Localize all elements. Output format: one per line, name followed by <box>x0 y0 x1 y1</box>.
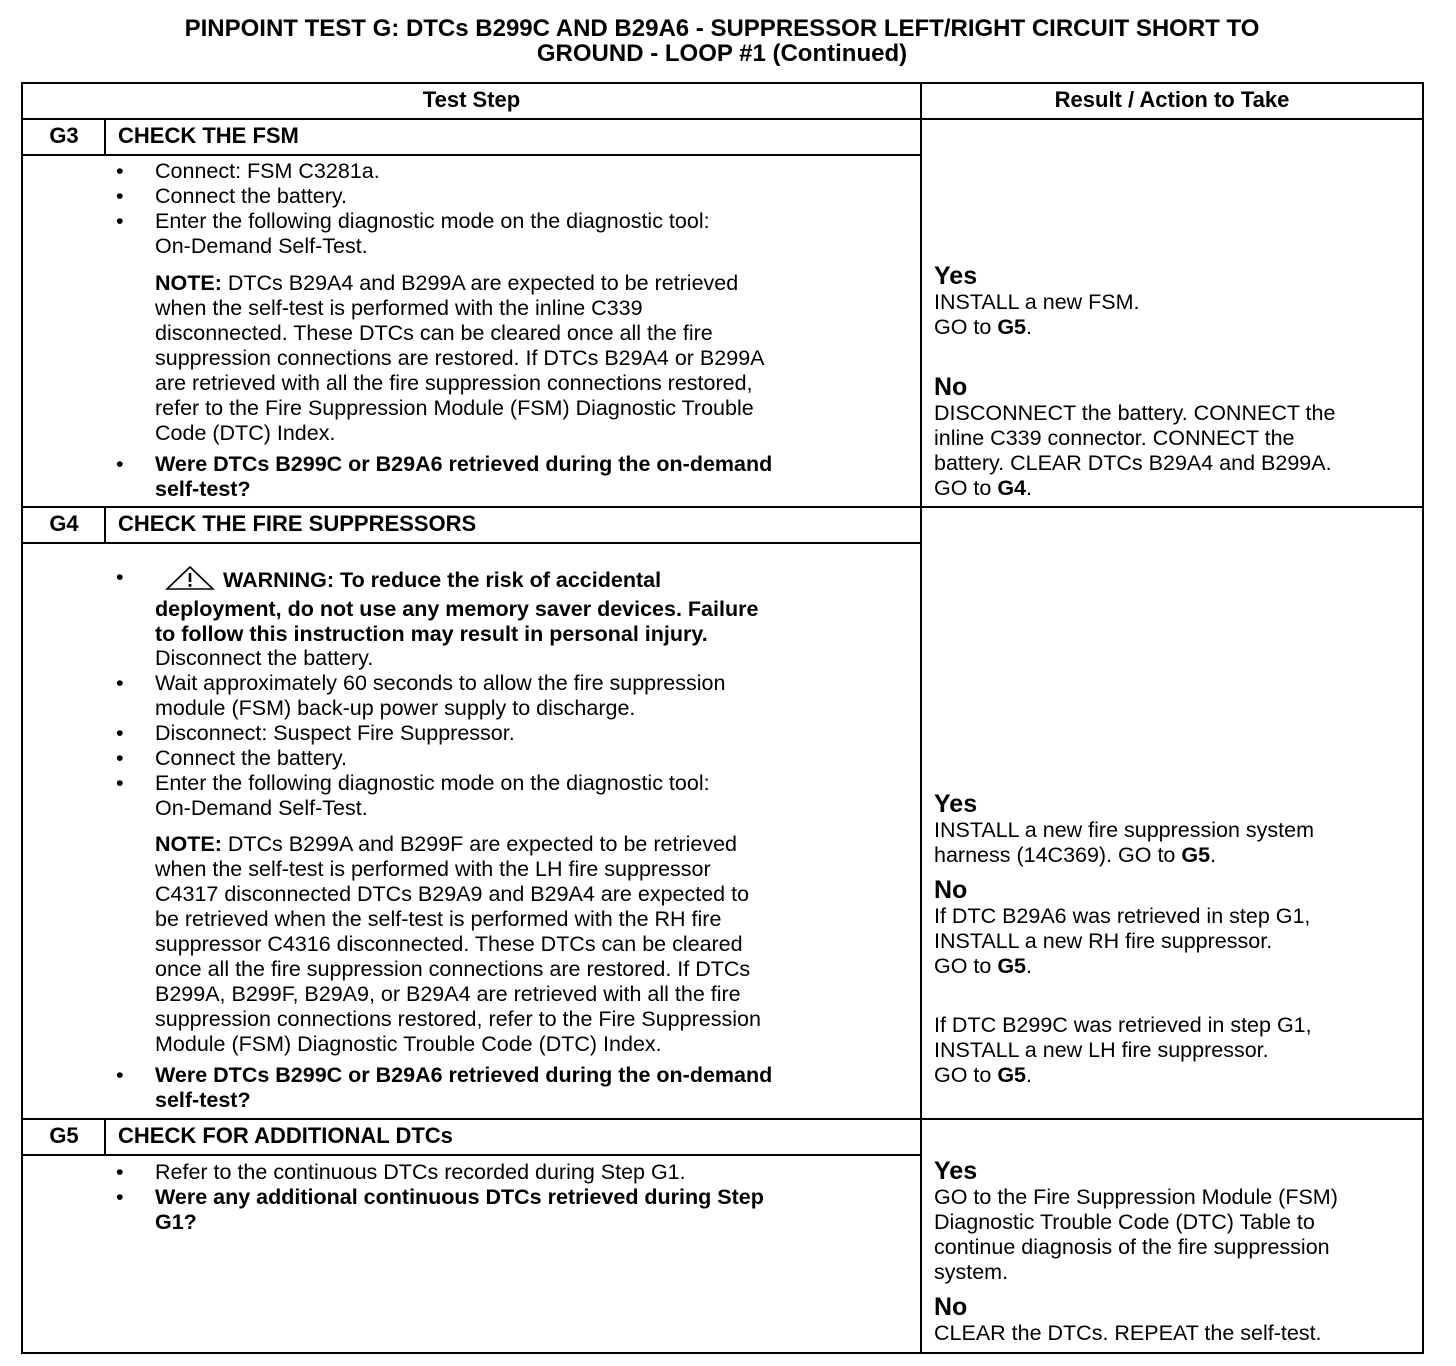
g5-yes-line-2: Diagnostic Trouble Code (DTC) Table to <box>934 1210 1315 1234</box>
g4-bullet-warning: • <box>116 565 124 589</box>
g3-title-rule <box>21 154 922 156</box>
g3-question-line-2: self-test? <box>155 477 251 501</box>
g4-no-a-line-3: GO to G5. <box>934 954 1032 978</box>
column-divider <box>920 82 922 1354</box>
g4-step-2 <box>155 671 725 721</box>
g4-result-no-lh <box>934 1013 1312 1088</box>
g4-warning-line-2: deployment, do not use any memory saver devices. Failure <box>155 597 759 621</box>
header-rule <box>21 118 1424 120</box>
g3-yes-line-2: GO to G5. <box>934 315 1032 339</box>
g4-bullet-question: • <box>116 1063 124 1087</box>
g4-warning-line-3: to follow this instruction may result in personal injury. <box>155 622 708 646</box>
g4-step-id: G4 <box>49 511 79 536</box>
g4-result-yes <box>934 790 1314 868</box>
g3-row-rule <box>21 506 1424 508</box>
g3-no-line-1: DISCONNECT the battery. CONNECT the <box>934 401 1336 425</box>
g3-question <box>155 452 772 502</box>
g3-step-id: G3 <box>49 123 79 148</box>
g4-note-line-9: Module (FSM) Diagnostic Trouble Code (DTC) Index. <box>155 1032 662 1056</box>
g4-note-line-1: DTCs B299A and B299F are expected to be retrieved <box>221 832 737 856</box>
g5-bullet-1: • <box>116 1160 124 1184</box>
g3-yes-line-1: INSTALL a new FSM. <box>934 290 1140 314</box>
g5-bullet-question: • <box>116 1185 124 1209</box>
g3-step-2: Connect the battery. <box>155 184 348 208</box>
g3-step-1: Connect: FSM C3281a. <box>155 159 380 183</box>
g3-no-line-4: GO to G4. <box>934 476 1032 500</box>
g5-result-yes <box>934 1157 1338 1285</box>
g4-bullet-4: • <box>116 746 124 770</box>
g3-result-yes <box>934 262 1140 340</box>
g4-bullet-2: • <box>116 671 124 695</box>
g4-disconnect-battery: Disconnect the battery. <box>155 646 374 670</box>
g4-no-b-goto-step: G5 <box>997 1063 1027 1087</box>
g4-note-line-3: C4317 disconnected DTCs B29A9 and B29A4 are expected to <box>155 882 750 906</box>
g3-no-label: No <box>934 373 968 401</box>
g4-title-rule <box>21 542 922 544</box>
g3-no-goto-step: G4 <box>997 476 1027 500</box>
header-result: Result / Action to Take <box>1054 87 1290 112</box>
g4-no-b-line-1: If DTC B299C was retrieved in step G1, <box>934 1013 1312 1037</box>
title-line-1: PINPOINT TEST G: DTCs B299C AND B29A6 - SUPPRESSOR LEFT/RIGHT CIRCUIT SHORT TO <box>184 15 1260 42</box>
g5-question-line-1: Were any additional continuous DTCs retrieved during Step <box>155 1185 764 1209</box>
g4-no-label: No <box>934 876 968 904</box>
g3-step-3 <box>155 209 710 259</box>
g4-no-a-line-1: If DTC B29A6 was retrieved in step G1, <box>934 904 1311 928</box>
g4-question <box>155 1063 772 1113</box>
g4-yes-line-2: harness (14C369). GO to G5. <box>934 843 1217 867</box>
g4-no-a-goto-step: G5 <box>997 954 1027 978</box>
g3-yes-goto-step: G5 <box>997 315 1027 339</box>
g3-note-line-6: refer to the Fire Suppression Module (FSM) Diagnostic Trouble <box>155 396 754 420</box>
g4-step-5-line-2: On-Demand Self-Test. <box>155 796 368 820</box>
g4-step-2-line-2: module (FSM) back-up power supply to discharge. <box>155 696 636 720</box>
g4-bullet-3: • <box>116 721 124 745</box>
warning-triangle-icon <box>165 565 215 597</box>
g5-yes-line-3: continue diagnosis of the fire suppression <box>934 1235 1330 1259</box>
g3-no-line-3: battery. CLEAR DTCs B29A4 and B299A. <box>934 451 1332 475</box>
g3-yes-label: Yes <box>934 262 978 290</box>
g4-yes-label: Yes <box>934 790 978 818</box>
g4-warning-line-1: WARNING: To reduce the risk of accidental <box>223 568 662 592</box>
g5-title-rule <box>21 1154 922 1156</box>
g4-no-a-line-2: INSTALL a new RH fire suppressor. <box>934 929 1273 953</box>
g3-note-line-4: suppression connections are restored. If DTCs B29A4 or B299A <box>155 346 765 370</box>
g3-question-line-1: Were DTCs B299C or B29A6 retrieved during the on-demand <box>155 452 773 476</box>
g4-note-label: NOTE: <box>155 832 222 856</box>
g3-no-line-2: inline C339 connector. CONNECT the <box>934 426 1295 450</box>
g4-question-line-2: self-test? <box>155 1088 251 1112</box>
header-test-step: Test Step <box>422 87 521 112</box>
g3-bullet-2: • <box>116 184 124 208</box>
g4-step-3: Disconnect: Suspect Fire Suppressor. <box>155 721 515 745</box>
g5-yes-label: Yes <box>934 1157 978 1185</box>
g4-note <box>155 832 761 1057</box>
g5-step-1: Refer to the continuous DTCs recorded during Step G1. <box>155 1160 686 1184</box>
g3-note <box>155 271 765 446</box>
g4-note-line-4: be retrieved when the self-test is performed with the RH fire <box>155 907 722 931</box>
g4-no-b-line-3: GO to G5. <box>934 1063 1032 1087</box>
g4-row-rule <box>21 1118 1424 1120</box>
g3-bullet-1: • <box>116 159 124 183</box>
g4-note-line-2: when the self-test is performed with the LH fire suppressor <box>155 857 711 881</box>
g4-yes-goto-step: G5 <box>1181 843 1211 867</box>
g3-bullet-question: • <box>116 452 124 476</box>
g4-bullet-5: • <box>116 771 124 795</box>
g4-note-line-7: B299A, B299F, B29A9, or B29A4 are retrieved with all the fire <box>155 982 741 1006</box>
g3-note-line-5: are retrieved with all the fire suppression connections restored, <box>155 371 753 395</box>
g4-step-2-line-1: Wait approximately 60 seconds to allow the fire suppression <box>155 671 726 695</box>
g5-no-label: No <box>934 1293 968 1321</box>
g3-note-label: NOTE: <box>155 271 222 295</box>
g4-yes-line-1: INSTALL a new fire suppression system <box>934 818 1314 842</box>
g5-yes-line-4: system. <box>934 1260 1009 1284</box>
g5-step-title: CHECK FOR ADDITIONAL DTCs <box>118 1123 453 1148</box>
g4-step-4: Connect the battery. <box>155 746 348 770</box>
g3-bullet-3: • <box>116 209 124 233</box>
g4-step-5 <box>155 771 710 821</box>
g5-question-line-2: G1? <box>155 1210 197 1234</box>
g4-result-no <box>934 876 1310 979</box>
g3-step-3-line-2: On-Demand Self-Test. <box>155 234 368 258</box>
g5-no-line-1: CLEAR the DTCs. REPEAT the self-test. <box>934 1321 1322 1345</box>
page-title <box>20 16 1424 66</box>
g3-note-line-7: Code (DTC) Index. <box>155 421 336 445</box>
g3-note-line-3: disconnected. These DTCs can be cleared once all the fire <box>155 321 713 345</box>
g4-question-line-1: Were DTCs B299C or B29A6 retrieved during the on-demand <box>155 1063 773 1087</box>
g3-step-title: CHECK THE FSM <box>118 123 299 148</box>
g3-note-line-1: DTCs B29A4 and B299A are expected to be retrieved <box>221 271 739 295</box>
g4-no-b-line-2: INSTALL a new LH fire suppressor. <box>934 1038 1269 1062</box>
g5-step-id: G5 <box>49 1123 79 1148</box>
g5-question <box>155 1185 764 1235</box>
g4-step-5-line-1: Enter the following diagnostic mode on the diagnostic tool: <box>155 771 710 795</box>
g3-step-3-line-1: Enter the following diagnostic mode on the diagnostic tool: <box>155 209 710 233</box>
g5-result-no <box>934 1293 1322 1346</box>
g5-yes-line-1: GO to the Fire Suppression Module (FSM) <box>934 1185 1338 1209</box>
g3-result-no <box>934 373 1335 501</box>
g4-note-line-6: once all the fire suppression connections are restored. If DTCs <box>155 957 751 981</box>
g4-note-line-5: suppressor C4316 disconnected. These DTCs can be cleared <box>155 932 743 956</box>
title-line-2: GROUND - LOOP #1 (Continued) <box>536 40 908 67</box>
g4-note-line-8: suppression connections restored, refer to the Fire Suppression <box>155 1007 761 1031</box>
g4-step-title: CHECK THE FIRE SUPPRESSORS <box>118 511 477 536</box>
g3-note-line-2: when the self-test is performed with the inline C339 <box>155 296 643 320</box>
g4-warning <box>155 565 758 647</box>
